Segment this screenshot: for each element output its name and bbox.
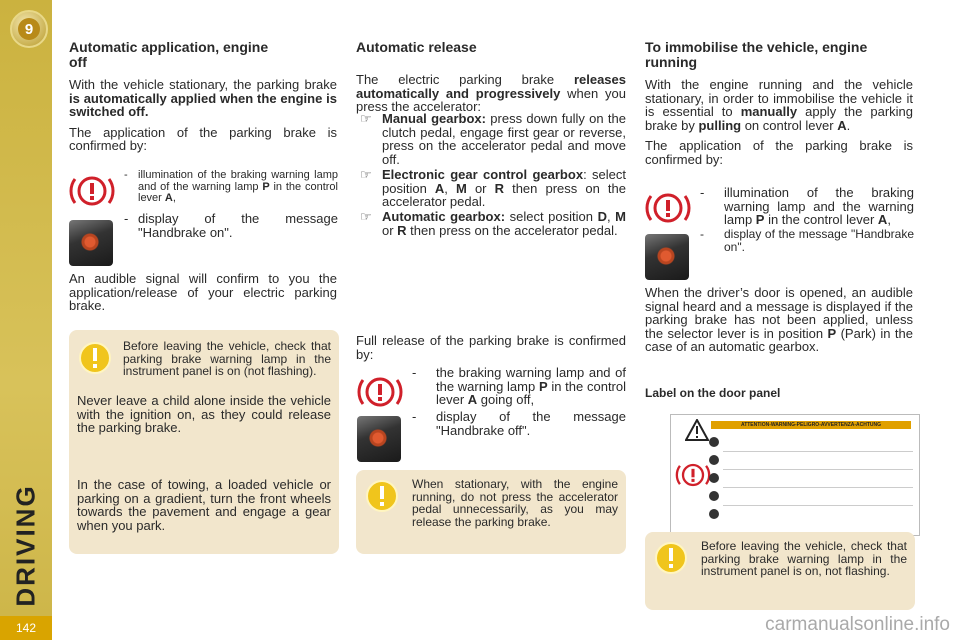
col1-paragraph-2: The application of the parking brake is confirmed by: (69, 124, 337, 153)
col1-paragraph-1: With the vehicle stationary, the parking brake is automatically applied when the engine is switched off. (69, 77, 337, 119)
door-label-row (723, 453, 913, 470)
door-panel-label-image (670, 414, 920, 536)
chapter-badge (10, 10, 48, 48)
door-label-row (723, 435, 913, 452)
door-label-row (723, 471, 913, 488)
parking-brake-lever-icon (645, 234, 689, 280)
brake-warning-icon (66, 165, 118, 217)
door-label-row (723, 507, 913, 523)
heading-automatic-application: Automatic application, engine off (69, 39, 269, 70)
page-number: 142 (0, 616, 52, 640)
col3-paragraph-3: When the driver’s door is opened, an audible signal heard and a message is displayed if the parking brake has not been applied, unless the selector lever is in position P (Park) in the case of an automatic gearbox. (645, 285, 913, 354)
brake-warning-icon (354, 366, 406, 418)
note-child-alone: Never leave a child alone inside the vehicle with the ignition on, as they could release the parking brake. (77, 393, 331, 435)
parking-brake-lever-icon (357, 416, 401, 462)
col2-paragraph-1: The electric parking brake releases automatically and progressively when you press the accelerator: (356, 72, 627, 114)
col2-bullet-message: - display of the message "Handbrake off". (412, 409, 626, 438)
col1-bullet-1: - illumination of the braking warning lamp and of the warning lamp P in the control lever A, (124, 169, 338, 204)
col2-paragraph-2: Full release of the parking brake is confirmed by: (356, 333, 626, 362)
note-towing: In the case of towing, a loaded vehicle or parking on a gradient, turn the front wheels towards the pavement and engage a gear when you park. (77, 477, 331, 533)
warning-note-col1 (69, 330, 339, 554)
warning-note-col2 (356, 470, 626, 554)
heading-door-label: Label on the door panel (645, 386, 781, 400)
brake-warning-icon (673, 455, 713, 495)
exclamation-icon (653, 540, 689, 576)
exclamation-icon (364, 478, 400, 514)
chapter-sidebar (0, 0, 52, 640)
brake-warning-icon (642, 182, 694, 234)
chapter-title: DRIVING (10, 483, 41, 607)
col2-bullet-electronic: ☞ Electronic gear control gearbox: select position A, M or R then press on the accelerator pedal. (360, 167, 627, 209)
note-leave-vehicle-col3: Before leaving the vehicle, check that parking brake warning lamp in the instrument panel is on, not flashing. (701, 539, 907, 578)
parking-brake-lever-icon (69, 220, 113, 266)
col1-bullet-2: - display of the message "Handbrake on". (124, 211, 338, 240)
note-leave-vehicle: Before leaving the vehicle, check that parking brake warning lamp in the instrument panel is on (not flashing). (123, 339, 331, 378)
exclamation-icon (77, 340, 113, 376)
warning-triangle-icon (685, 419, 709, 441)
col3-paragraph-2: The application of the parking brake is confirmed by: (645, 138, 913, 167)
door-label-row (723, 489, 913, 506)
col2-bullet-manual: ☞ Manual gearbox: press down fully on the clutch pedal, engage first gear or reverse, press on the accelerator pedal and move off. (360, 111, 626, 167)
col1-paragraph-3: An audible signal will confirm to you the application/release of your electric parking brake. (69, 271, 337, 313)
column-automatic-release (356, 40, 626, 121)
col2-bullet-lamp: - the braking warning lamp and of the warning lamp P in the control lever A going off, (412, 365, 626, 407)
col3-bullet-message: - display of the message "Handbrake on". (700, 227, 914, 254)
warning-note-col3 (645, 532, 915, 610)
heading-immobilise: To immobilise the vehicle, engine running (645, 39, 868, 70)
heading-automatic-release: Automatic release (356, 39, 477, 55)
col3-bullet-lamp: - illumination of the braking warning lamp and the warning lamp P in the control lever A, (700, 185, 914, 227)
door-label-title: ATTENTION-WARNING-PELIGRO-AVVERTENZA-ACHTUNG (711, 421, 911, 429)
note-accelerator: When stationary, with the engine running, do not press the accelerator pedal unnecessarily, as you may release the parking brake. (412, 477, 618, 529)
column-immobilise (645, 40, 913, 173)
watermark: carmanualsonline.info (765, 614, 950, 635)
column-automatic-application (69, 40, 337, 160)
col3-paragraph-1: With the engine running and the vehicle stationary, in order to immobilise the vehicle it is essential to manually apply the parking brake by pulling on control lever A. (645, 77, 914, 133)
col2-bullet-automatic: ☞ Automatic gearbox: select position D, M or R then press on the accelerator pedal. (360, 209, 626, 238)
chapter-number: 9 (18, 18, 40, 40)
